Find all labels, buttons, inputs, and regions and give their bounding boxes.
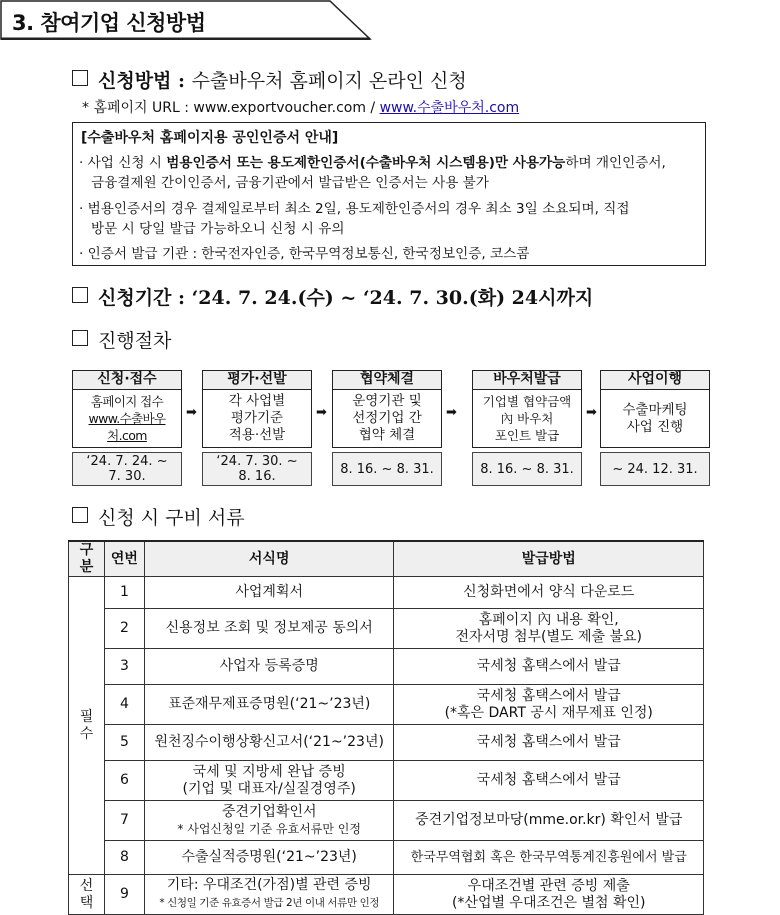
- method-line: (*혹은 DART 공시 재무제표 인정): [444, 704, 653, 721]
- step-body-line: 평가기준: [230, 410, 284, 426]
- section-title: 3. 참여기업 신청방법: [12, 11, 206, 35]
- method-line: 우대조건별 관련 증빙 제출: [467, 877, 630, 894]
- procedure-heading: 진행절차: [98, 330, 172, 352]
- arrow-right-icon: ➡: [586, 405, 597, 420]
- step-body-line: 운영기관 및: [352, 393, 422, 409]
- row-form: 표준재무제표증명원(‘21~’23년): [144, 685, 394, 725]
- step-title: 협약체결: [332, 370, 442, 390]
- row-method: 중견기업정보마당(mme.or.kr) 확인서 발급: [394, 801, 704, 841]
- checkbox-apply-period: [72, 287, 88, 303]
- step-body-line: 수출마케팅: [622, 401, 688, 418]
- step-body: [472, 390, 582, 448]
- process-step-execute: [600, 370, 710, 486]
- row-no: 8: [104, 841, 144, 875]
- row-form: [144, 761, 394, 801]
- method-line: 홈페이지 內 내용 확인,: [478, 611, 619, 628]
- documents-heading: 신청 시 구비 서류: [98, 507, 245, 529]
- form-line: (기업 및 대표자/실질경영주): [182, 780, 356, 797]
- table-row: [69, 875, 704, 915]
- checkbox-apply-method: [72, 70, 88, 86]
- step-body-line: 각 사업별: [228, 393, 286, 409]
- arrow-right-icon: ➡: [316, 405, 327, 420]
- row-no: 7: [104, 801, 144, 841]
- row-method: [394, 609, 704, 649]
- row-no: 5: [104, 725, 144, 761]
- process-step-voucher: [472, 370, 582, 486]
- form-line: 기타: 우대조건(가점)별 관련 증빙: [166, 877, 372, 893]
- row-no: 9: [104, 875, 144, 915]
- step-body-line: 적용·선발: [228, 427, 286, 443]
- table-row: [69, 801, 704, 841]
- cert-item-3: · 인증서 발급 기관 : 한국전자인증, 한국무역정보통신, 한국정보인증, 코스콤: [79, 246, 530, 262]
- form-line: 중견기업확인서: [221, 803, 317, 820]
- method-line: 전자서명 첨부(별도 제출 불요): [455, 628, 643, 645]
- checkbox-documents: [72, 507, 88, 523]
- step-body-line: 기업별 협약금액: [482, 394, 572, 409]
- cert-item-1-line2: 금융결제원 간이인증서, 금융기관에서 발급받은 인증서는 사용 불가: [91, 175, 489, 191]
- form-note: * 사업신청일 기준 유효서류만 인정: [177, 821, 361, 836]
- table-row: [69, 725, 704, 761]
- row-form: 사업자 등록증명: [144, 649, 394, 685]
- category-required: 필수: [69, 577, 105, 875]
- apply-period-value: : ‘24. 7. 24.(수) ~ ‘24. 7. 30.(화) 24시까지: [171, 287, 594, 309]
- apply-period-label: 신청기간: [98, 287, 172, 309]
- step-date-line: ~ 24. 12. 31.: [612, 461, 698, 477]
- step-body-line: 협약 체결: [358, 427, 416, 443]
- row-method: 한국무역협회 혹은 한국무역통계진흥원에서 발급: [394, 841, 704, 875]
- row-method: [394, 685, 704, 725]
- apply-method-value: 수출바우처 홈페이지 온라인 신청: [191, 70, 467, 92]
- step-date-line: ‘24. 7. 24. ~: [86, 454, 168, 469]
- row-no: 2: [104, 609, 144, 649]
- step-date: [202, 452, 312, 486]
- step-date-line: ‘24. 7. 30. ~: [216, 454, 298, 469]
- apply-method-label: 신청방법: [98, 70, 172, 92]
- row-method: 국세청 홈택스에서 발급: [394, 725, 704, 761]
- step-date: [332, 452, 442, 486]
- arrow-right-icon: ➡: [186, 405, 197, 420]
- header-method: 발급방법: [394, 541, 704, 577]
- cert-item-1-pre: · 사업 신청 시: [79, 155, 167, 171]
- row-form: 사업계획서: [144, 577, 394, 609]
- table-row: [69, 577, 704, 609]
- step-body-line: 홈페이지 접수: [90, 394, 164, 409]
- table-row: [69, 761, 704, 801]
- step-body: [72, 390, 182, 448]
- step-body-link[interactable]: www.수출바우처.com: [88, 411, 166, 443]
- method-line: 국세청 홈택스에서 발급: [476, 687, 621, 704]
- url-prefix: * 홈페이지 URL : www.exportvoucher.com /: [82, 100, 380, 116]
- table-row: [69, 649, 704, 685]
- row-method: 신청화면에서 양식 다운로드: [394, 577, 704, 609]
- checkbox-procedure: [72, 330, 88, 346]
- step-body-line: 사업 진행: [626, 418, 684, 435]
- step-body-line: 선정기업 간: [352, 410, 422, 426]
- header-form: 서식명: [144, 541, 394, 577]
- method-line: (*산업별 우대조건은 별첨 확인): [451, 894, 646, 911]
- certificate-info-box: [72, 122, 706, 266]
- row-no: 4: [104, 685, 144, 725]
- documents-table: [68, 540, 704, 915]
- table-row: [69, 841, 704, 875]
- step-date-line: 7. 30.: [108, 469, 146, 484]
- form-line: 국세 및 지방세 완납 증빙: [192, 763, 346, 780]
- step-title: 평가·선발: [202, 370, 312, 390]
- table-header-row: [69, 541, 704, 577]
- step-date-line: 8. 16. ~ 8. 31.: [480, 461, 574, 477]
- cert-item-2-line1: · 범용인증서의 경우 결제일로부터 최소 2일, 용도제한인증서의 경우 최소 3일 소요되며, 직접: [79, 201, 630, 217]
- row-method: [394, 875, 704, 915]
- category-optional: 선택: [69, 875, 105, 915]
- apply-method-heading: [98, 66, 467, 93]
- apply-period-heading: [98, 283, 593, 310]
- url-line: [82, 97, 519, 117]
- process-step-apply: [72, 370, 182, 486]
- process-step-agreement: [332, 370, 442, 486]
- step-date: [600, 452, 710, 486]
- step-body-line: 內 바우처: [500, 411, 554, 426]
- step-title: 바우처발급: [472, 370, 582, 390]
- table-row: [69, 609, 704, 649]
- section-title-tab: [0, 0, 372, 40]
- step-date-line: 8. 16.: [238, 469, 276, 484]
- arrow-right-icon: ➡: [446, 405, 457, 420]
- row-method: 국세청 홈택스에서 발급: [394, 761, 704, 801]
- row-form: 신용정보 조회 및 정보제공 동의서: [144, 609, 394, 649]
- step-body: [202, 390, 312, 448]
- url-link[interactable]: www.수출바우처.com: [379, 100, 520, 116]
- row-form: [144, 875, 394, 915]
- row-no: 6: [104, 761, 144, 801]
- table-row: [69, 685, 704, 725]
- form-note: * 신청일 기준 유효증서 발급 2년 이내 서류만 인정: [159, 897, 380, 909]
- step-title: 사업이행: [600, 370, 710, 390]
- step-date: [472, 452, 582, 486]
- step-body: [600, 390, 710, 448]
- step-date: [72, 452, 182, 486]
- cert-item-1: [79, 153, 699, 193]
- row-no: 1: [104, 577, 144, 609]
- row-form: [144, 801, 394, 841]
- row-no: 3: [104, 649, 144, 685]
- cert-item-1-post: 하며 개인인증서,: [565, 155, 666, 171]
- apply-method-colon: :: [171, 70, 192, 92]
- row-form: 원천징수이행상황신고서(‘21~’23년): [144, 725, 394, 761]
- cert-item-1-bold: 범용인증서 또는 용도제한인증서(수출바우처 시스템용)만 사용가능: [166, 155, 566, 171]
- step-title: 신청·접수: [72, 370, 182, 390]
- cert-item-2: [79, 199, 699, 239]
- process-step-evaluate: [202, 370, 312, 486]
- cert-item-2-line2: 방문 시 당일 발급 가능하오니 신청 시 유의: [91, 221, 345, 237]
- step-body-line: 포인트 발급: [494, 428, 560, 443]
- row-form: 수출실적증명원(‘21~’23년): [144, 841, 394, 875]
- step-date-line: 8. 16. ~ 8. 31.: [340, 461, 434, 477]
- cert-box-title: [수출바우처 홈페이지용 공인인증서 안내]: [81, 130, 339, 146]
- header-category: 구분: [69, 541, 105, 577]
- step-body: [332, 390, 442, 448]
- row-method: 국세청 홈택스에서 발급: [394, 649, 704, 685]
- header-no: 연번: [104, 541, 144, 577]
